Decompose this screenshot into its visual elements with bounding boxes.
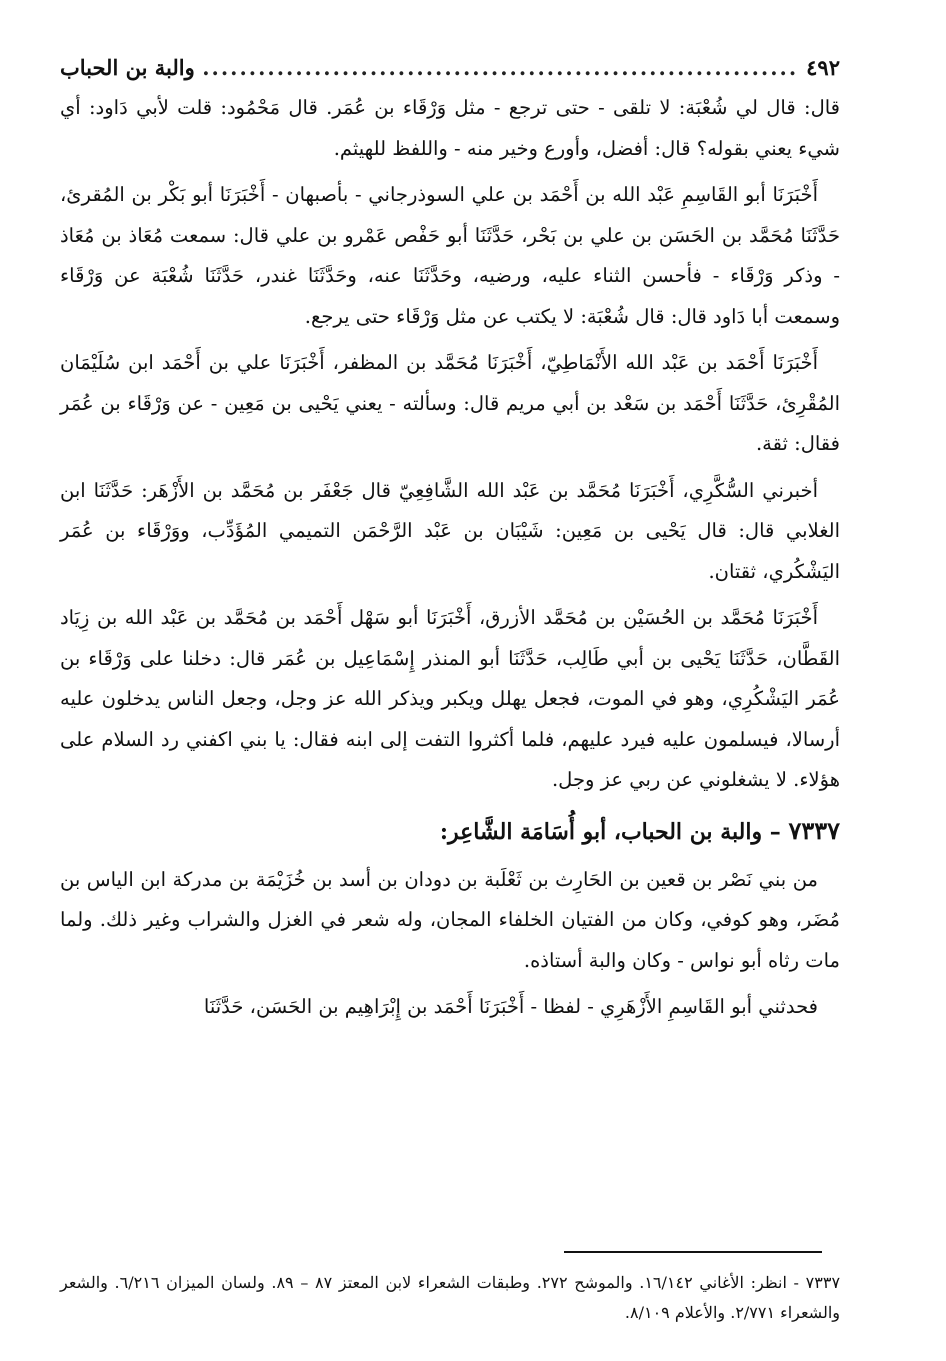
paragraph: أَخْبَرَنَا أبو القَاسِمِ عَبْد الله بن أَحْمَد بن علي السوذرجاني - بأصبهان - أَخْبَرَنَا أبو بَكْر بن المُقرئ، حَدَّثَنَا مُحَمَّد بن الحَسَن بن علي بن بَحْر، حَدَّثَنَا أبو حَفْص عَمْرو بن علي قال: سمعت مُعَاذ بن مُعَاذ - وذكر وَرْقَاء - فأحسن الثناء عليه، ورضيه، وحَدَّثَنَا عنه، وحَدَّثَنَا غندر، حَدَّثَنَا شُعْبَة عن وَرْقَاء وسمعت أبا دَاود قال: قال شُعْبَة: لا يكتب عن مثل وَرْقَاء حتى يرجع. <box>60 183 840 328</box>
body-text <box>60 88 840 1028</box>
running-head <box>60 48 840 88</box>
paragraph-continuation: قال: قال لي شُعْبَة: لا تلقى - حتى ترجع - مثل وَرْقَاء بن عُمَر. قال مَحْمُود: قلت لأبي دَاود: أي شيء يعني بقوله؟ قال: أفضل، وأورع وخير منه - واللفظ للهيثم. <box>60 96 840 160</box>
running-head-title: والبة بن الحباب <box>60 55 195 80</box>
footnote-divider <box>564 1251 822 1253</box>
footnotes <box>60 1268 840 1328</box>
entry-dash: – <box>769 818 781 845</box>
paragraph: أَخْبَرَنَا أَحْمَد بن عَبْد الله الأَنْمَاطِيّ، أَخْبَرَنَا مُحَمَّد بن المظفر، أَخْبَرَنَا علي بن أَحْمَد ابن سُلَيْمَان المُقْرِئ، حَدَّثَنَا أَحْمَد بن سَعْد بن أبي مريم قال: وسألته - يعني يَحْيى بن مَعِين - عن وَرْقَاء بن عُمَر فقال: ثقة. <box>60 351 840 455</box>
dot-leader <box>203 48 798 88</box>
paragraph: أَخْبَرَنَا مُحَمَّد بن الحُسَيْن بن مُحَمَّد الأزرق، أَخْبَرَنَا أبو سَهْل أَحْمَد بن مُحَمَّد بن عَبْد الله بن زِيَاد القَطَّان، حَدَّثَنَا يَحْيى بن أبي طَالِب، حَدَّثَنَا أبو المنذر إِسْمَاعِيل بن عُمَر قال: دخلنا على وَرْقَاء بن عُمَر اليَشْكُرِي، وهو في الموت، فجعل يهلل ويكبر ويذكر الله عز وجل، وجعل الناس يدخلون عليه أرسالا، فيسلمون عليه فيرد عليهم، فلما أكثروا التفت إلى ابنه فقال: يا بني اكفني رد السلام على هؤلاء. لا يشغلوني عن ربي عز وجل. <box>60 606 840 791</box>
paragraph: من بني نَصْر بن قعين بن الحَارِث بن ثَعْلَبة بن دودان بن أسد بن خُزَيْمَة بن مدركة ابن الياس بن مُضَر، وهو كوفي، وكان من الفتيان الخلفاء المجان، وله شعر في الغزل والشراب وغير ذلك. ولما مات رثاه أبو نواس - وكان والبة أستاذه. <box>60 867 840 972</box>
footnote: ٧٣٣٧ - انظر: الأغاني ١٦/١٤٢. والموشح ٢٧٢. وطبقات الشعراء لابن المعتز ٨٧ – ٨٩. ولسان الميزان ٦/٢١٦. والشعر والشعراء ٢/٧٧١. والأعلام ٨/١٠٩. <box>60 1273 841 1322</box>
entry-number: ٧٣٣٧ <box>788 815 840 845</box>
entry-title: والبة بن الحباب، أبو أُسَامَة الشَّاعِر: <box>439 818 763 845</box>
page-number: ٤٩٢ <box>806 55 840 80</box>
paragraph: فحدثني أبو القَاسِمِ الأَزْهَرِي - لفظا - أَخْبَرَنَا أَحْمَد بن إِبْرَاهِيم بن الحَسَن، حَدَّثَنَا <box>203 995 818 1018</box>
paragraph: أخبرني السُّكَّرِي، أَخْبَرَنَا مُحَمَّد بن عَبْد الله الشَّافِعِيّ قال جَعْفَر بن مُحَمَّد بن الأَزْهَر: حَدَّثَنَا ابن الغلابي قال: قال يَحْيى بن مَعِين: شَيْبَان بن عَبْد الرَّحْمَن التميمي المُؤَدِّب، ووَرْقَاء بن عُمَر اليَشْكُري، ثقتان. <box>60 478 840 583</box>
entry-heading <box>60 809 840 854</box>
book-page <box>60 48 840 1338</box>
